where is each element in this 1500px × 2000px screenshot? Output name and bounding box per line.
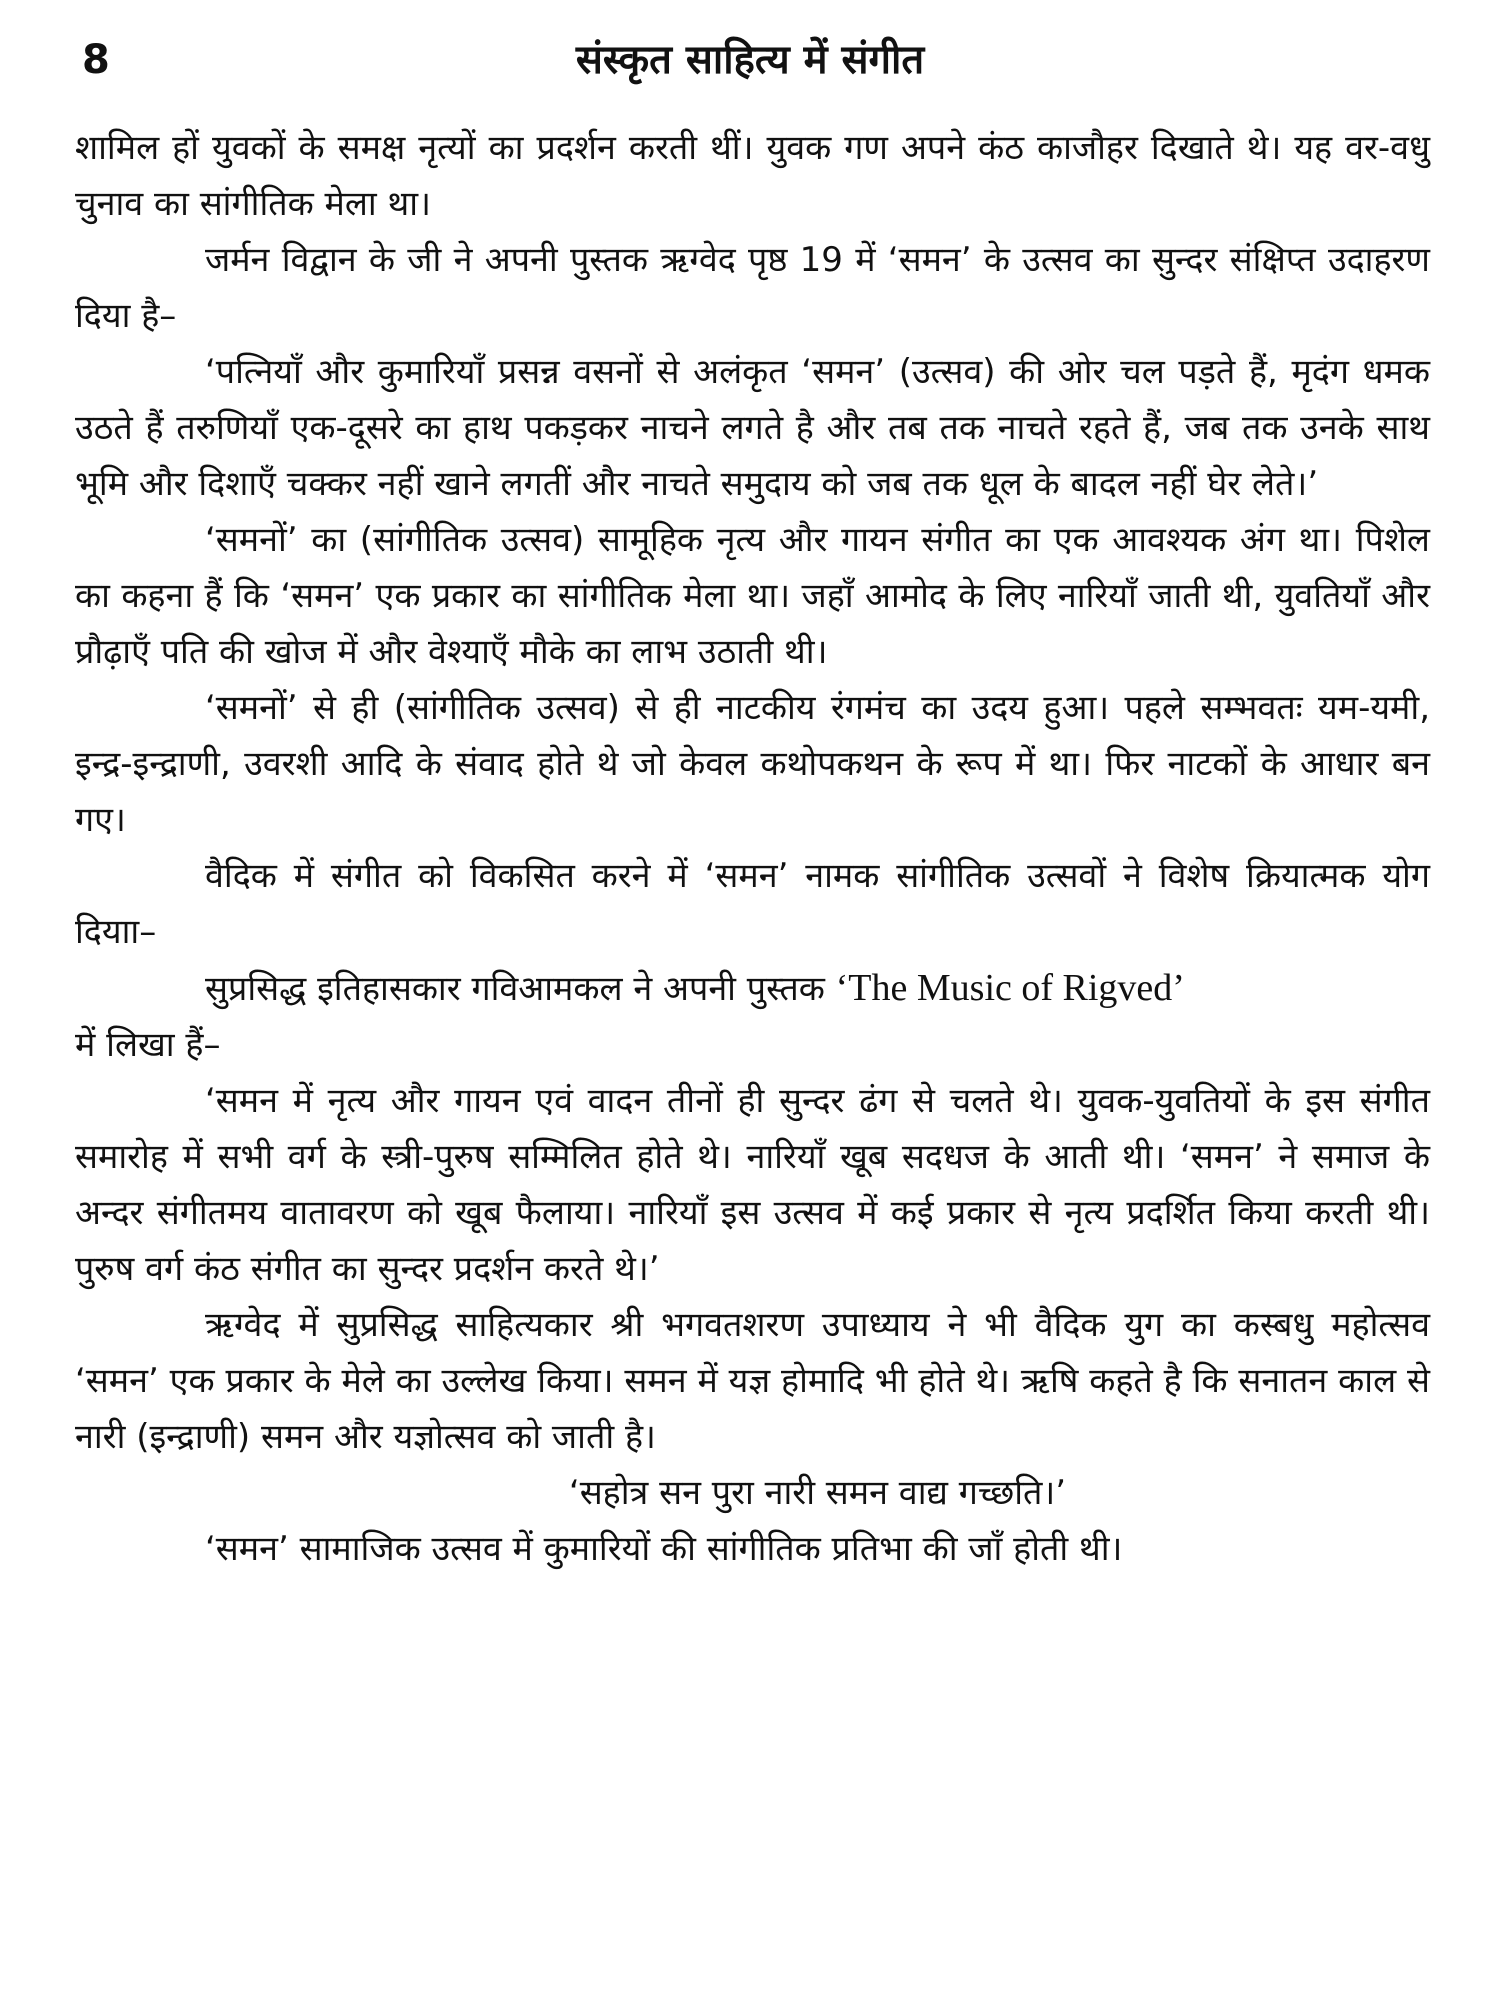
book-reference-lead: सुप्रसिद्ध इतिहासकार गविआमकल ने अपनी पुस्तक bbox=[205, 969, 836, 1009]
paragraph-book-reference bbox=[75, 960, 1430, 1017]
paragraph: ‘समनों’ से ही (सांगीतिक उत्सव) से ही नाटकीय रंगमंच का उदय हुआ। पहले सम्भवतः यम-यमी, इन्द्र-इन्द्राणी, उवरशी आदि के संवाद होते थे जो केवल कथोपकथन के रूप में था। फिर नाटकों के आधार बन गए। bbox=[75, 688, 1430, 840]
paragraph: ‘समनों’ का (सांगीतिक उत्सव) सामूहिक नृत्य और गायन संगीत का एक आवश्यक अंग था। पिशेल का कहना हैं कि ‘समन’ एक प्रकार का सांगीतिक मेला था। जहाँ आमोद के लिए नारियाँ जाती थी, युवतियाँ और प्रौढ़ाएँ पति की खोज में और वेश्याएँ मौके का लाभ उठाती थी। bbox=[75, 520, 1430, 672]
page-header bbox=[70, 18, 1430, 98]
paragraph-continuation: शामिल हों युवकों के समक्ष नृत्यों का प्रदर्शन करती थीं। युवक गण अपने कंठ काजौहर दिखाते थे। यह वर-वधु चुनाव का सांगीतिक मेला था। bbox=[75, 128, 1430, 224]
paragraph-continuation: में लिखा हैं– bbox=[75, 1025, 221, 1065]
book-title: ‘The Music of Rigved’ bbox=[835, 967, 1185, 1009]
body-text bbox=[75, 120, 1430, 1577]
page-number: 8 bbox=[82, 37, 110, 83]
quoted-paragraph: ‘पत्नियाँ और कुमारियाँ प्रसन्न वसनों से अलंकृत ‘समन’ (उत्सव) की ओर चल पड़ते हैं, मृदंग धमक उठते हैं तरुणियाँ एक-दूसरे का हाथ पकड़कर नाचने लगते है और तब तक नाचते रहते हैं, जब तक उनके साथ भूमि और दिशाएँ चक्कर नहीं खाने लगतीं और नाचते समुदाय को जब तक धूल के बादल नहीं घेर लेते।’ bbox=[75, 352, 1430, 504]
paragraph: जर्मन विद्वान के जी ने अपनी पुस्तक ऋग्वेद पृष्ठ 19 में ‘समन’ के उत्सव का सुन्दर संक्षिप्त उदाहरण दिया है– bbox=[75, 240, 1430, 336]
running-title: संस्कृत साहित्य में संगीत bbox=[575, 37, 925, 83]
paragraph: वैदिक में संगीत को विकसित करने में ‘समन’ नामक सांगीतिक उत्सवों ने विशेष क्रियात्मक योग दियाा– bbox=[75, 856, 1430, 952]
paragraph: ऋग्वेद में सुप्रसिद्ध साहित्यकार श्री भगवतशरण उपाध्याय ने भी वैदिक युग का कस्बधु महोत्सव ‘समन’ एक प्रकार के मेले का उल्लेख किया। समन में यज्ञ होमादि भी होते थे। ऋषि कहते है कि सनातन काल से नारी (इन्द्राणी) समन और यज्ञोत्सव को जाती है। bbox=[75, 1305, 1430, 1457]
paragraph: ‘समन’ सामाजिक उत्सव में कुमारियों की सांगीतिक प्रतिभा की जाँ होती थी। bbox=[205, 1529, 1123, 1569]
sanskrit-verse: ‘सहोत्र सन पुरा नारी समन वाद्य गच्छति।’ bbox=[568, 1473, 1067, 1513]
quoted-paragraph: ‘समन में नृत्य और गायन एवं वादन तीनों ही सुन्दर ढंग से चलते थे। युवक-युवतियों के इस संगीत समारोह में सभी वर्ग के स्त्री-पुरुष सम्मिलित होते थे। नारियाँ खूब सदधज के आती थी। ‘समन’ ने समाज के अन्दर संगीतमय वातावरण को खूब फैलाया। नारियाँ इस उत्सव में कई प्रकार से नृत्य प्रदर्शित किया करती थी। पुरुष वर्ग कंठ संगीत का सुन्दर प्रदर्शन करते थे।’ bbox=[75, 1081, 1430, 1289]
